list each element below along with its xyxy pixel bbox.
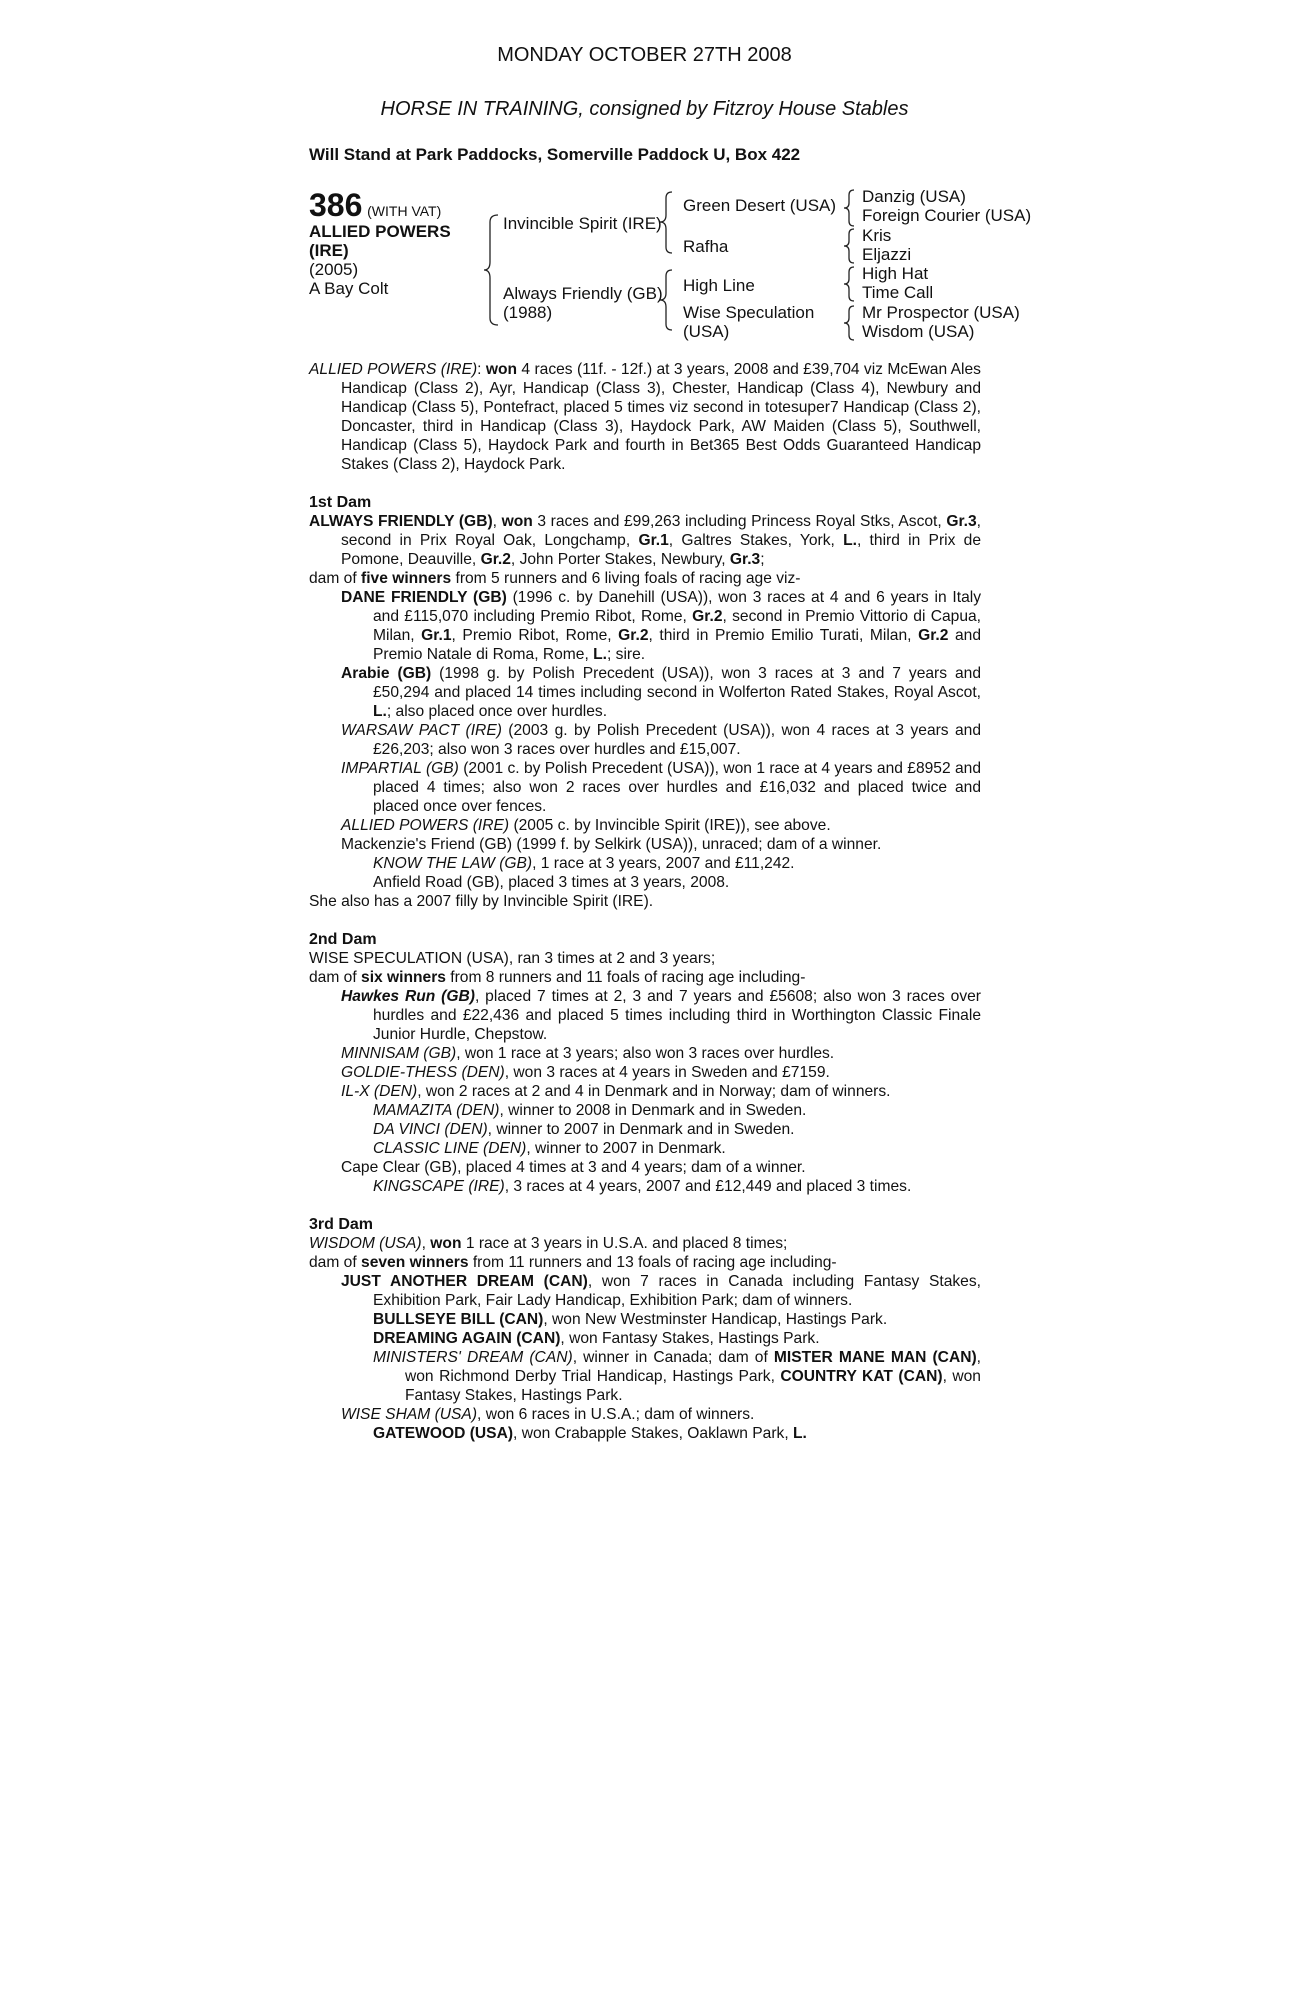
produce-entry — [309, 816, 981, 835]
produce-entry — [309, 987, 981, 1044]
grand-produce-entry: Anfield Road (GB), placed 3 times at 3 years, 2008. — [373, 874, 730, 891]
grand-produce-entry — [309, 1348, 981, 1405]
grand-produce-entry — [309, 1310, 981, 1329]
foaling-year: (2005) — [309, 260, 359, 279]
third-dam-produce-summary — [309, 1253, 981, 1272]
sire-dam: Rafha — [683, 237, 729, 256]
ggp-6: Time Call — [862, 283, 934, 302]
sale-date: MONDAY OCTOBER 27TH 2008 — [497, 44, 792, 66]
horse-record-text: 4 races (11f. - 12f.) at 3 years, 2008 and £39,704 viz McEwan Ales Handicap (Class 2), Ayr, Handicap (Class 3), Chester, Handicap (Class 4), Newbury and Handicap (Class 5), Pontefract, placed 5 times viz second in totesuper7 Handicap (Class 2), Doncaster, third in Handicap (Class 3), Haydock Park, AW Maiden (Class 5), Southwell, Handicap (Class 5), Haydock Park and fourth in Bet365 Best Odds Guaranteed Handicap Stakes (Class 2), Haydock Park. — [341, 361, 981, 473]
winners-count: six winners — [361, 969, 446, 986]
grand-produce-entry — [309, 1139, 981, 1158]
text-run: , Galtres Stakes, York, — [668, 532, 844, 549]
text-run: , winner in Canada; dam of — [572, 1349, 774, 1366]
text-run: , won Richmond Derby Trial Handicap, Hastings Park, — [405, 1349, 982, 1385]
text-run: 3 races and £99,263 including Princess Royal Stks, Ascot, — [532, 513, 947, 530]
ggp-1: Danzig (USA) — [862, 187, 966, 206]
horse-record: ALLIED POWERS (IRE): won 4 races (11f. - 12f.) at 3 years, 2008 and £39,704 viz McEwan Ales Handicap (Class 2), Ayr, Handicap (Class 3), Chester, Handicap (Class 4), Newbury and Handicap (Class 5), Pontefract, placed 5 times viz second in totesuper7 Handicap (Class 2), Doncaster, third in Handicap (Class 3), Haydock Park, AW Maiden (Class 5), Southwell, Handicap (Class 5), Haydock Park and fourth in Bet365 Best Odds Guaranteed Handicap Stakes (Class 2), Haydock Park. — [309, 361, 981, 473]
text-run: , placed 7 times at 2, 3 and 7 years and £5608; also won 3 races over hurdles and £22,436 and placed 5 times including third in Worthington Classic Finale Junior Hurdle, Chepstow. — [373, 988, 981, 1043]
won-label: won — [430, 1235, 462, 1252]
produce-name: Arabie (GB) — [341, 665, 432, 682]
text-run: and Premio Natale di Roma, Rome, — [373, 627, 981, 663]
text-run: from 11 runners and 13 foals of racing age including- — [468, 1254, 837, 1271]
produce-name: WISE SHAM (USA) — [341, 1406, 478, 1423]
ggp-4: Eljazzi — [862, 245, 912, 264]
produce-name: GATEWOOD (USA) — [373, 1425, 514, 1442]
first-dam-record: ALWAYS FRIENDLY (GB), won 3 races and £99,263 including Princess Royal Stks, Ascot, Gr.3, second in Prix Royal Oak, Longchamp, Gr.1, Galtres Stakes, York, L., third in Prix de Pomone, Deauville, Gr.2, John Porter Stakes, Newbury, Gr.3; — [309, 513, 981, 568]
produce-entry — [309, 664, 981, 721]
grand-produce-entry — [309, 1120, 981, 1139]
text-run: , Premio Ribot, Rome, — [451, 627, 619, 644]
third-dam-heading: 3rd Dam — [309, 1216, 374, 1233]
dam-sire: High Line — [683, 276, 755, 295]
text-run: (1996 c. by Danehill (USA)), won 3 races at 4 and 6 years in Italy and £115,070 including Premio Ribot, Rome, — [373, 589, 981, 625]
ggp-7: Mr Prospector (USA) — [862, 303, 1020, 322]
text-run: (2001 c. by Polish Precedent (USA)), won 1 race at 4 years and £8952 and placed 4 times; also won 2 races over hurdles and £16,032 and placed twice and placed once over fences. — [373, 760, 982, 815]
produce-name: KINGSCAPE (IRE) — [373, 1178, 505, 1195]
text-run: dam of — [309, 1254, 362, 1271]
text-run: , won New Westminster Handicap, Hastings Park. — [543, 1311, 888, 1328]
winners-count: seven winners — [361, 1254, 469, 1271]
stand-location: Will Stand at Park Paddocks, Somerville Paddock U, Box 422 — [309, 145, 801, 164]
third-dam-name: WISDOM (USA) — [309, 1235, 422, 1252]
produce-name: IMPARTIAL (GB) — [341, 760, 459, 777]
produce-name: COUNTRY KAT (CAN) — [780, 1368, 943, 1385]
produce-name: KNOW THE LAW (GB) — [373, 855, 533, 872]
produce-entry: Mackenzie's Friend (GB) (1999 f. by Selkirk (USA)), unraced; dam of a winner. — [341, 836, 882, 853]
grade-badge: Gr.2 — [480, 551, 511, 568]
text-run: , won 7 races in Canada including Fantasy Stakes, Exhibition Park, Fair Lady Handicap, Exhibition Park; dam of winners. — [373, 1273, 981, 1309]
winners-count: five winners — [361, 570, 452, 587]
text-run: , second in Premio Vittorio di Capua, Milan, — [373, 608, 981, 644]
text-run: , third in Premio Emilio Turati, Milan, — [648, 627, 919, 644]
text-run: , won 6 races in U.S.A.; dam of winners. — [477, 1406, 755, 1423]
produce-name: DA VINCI (DEN) — [373, 1121, 488, 1138]
text-run: dam of — [309, 969, 362, 986]
text-run: , won 3 races at 4 years in Sweden and £7159. — [504, 1064, 830, 1081]
grand-produce-entry — [309, 854, 981, 873]
horse-name-line1: ALLIED POWERS — [309, 222, 451, 241]
first-dam-footer: She also has a 2007 filly by Invincible Spirit (IRE). — [309, 893, 654, 910]
grade-badge: Gr.3 — [729, 551, 761, 568]
text-run: , winner to 2007 in Denmark and in Sweden. — [487, 1121, 795, 1138]
produce-name: JUST ANOTHER DREAM (CAN) — [341, 1273, 588, 1290]
text-run: ; sire. — [606, 646, 646, 663]
lot-number: 386 — [309, 187, 363, 223]
brace-g3 — [844, 267, 854, 301]
vat-note: (WITH VAT) — [367, 203, 442, 219]
grade-badge: Gr.1 — [638, 532, 669, 549]
produce-name: Hawkes Run (GB) — [341, 988, 475, 1005]
produce-name: CLASSIC LINE (DEN) — [373, 1140, 527, 1157]
produce-entry — [309, 1272, 981, 1310]
won-label: won — [485, 361, 518, 378]
listed-badge: L. — [843, 532, 857, 549]
catalogue-body — [309, 360, 981, 1443]
produce-entry — [309, 721, 981, 759]
produce-name: MISTER MANE MAN (CAN) — [773, 1349, 977, 1366]
dam-year: (1988) — [503, 303, 553, 322]
listed-badge: L. — [373, 703, 387, 720]
produce-entry: Cape Clear (GB), placed 4 times at 3 and 4 years; dam of a winner. — [341, 1159, 806, 1176]
produce-name: ALLIED POWERS (IRE) — [341, 817, 510, 834]
grand-produce-entry — [309, 1101, 981, 1120]
ggp-8: Wisdom (USA) — [862, 322, 975, 341]
grade-badge: Gr.3 — [946, 513, 977, 530]
text-run: , won 2 races at 2 and 4 in Denmark and in Norway; dam of winners. — [417, 1083, 891, 1100]
text-run: 1 race at 3 years in U.S.A. and placed 8 times; — [461, 1235, 788, 1252]
sire-sire: Green Desert (USA) — [683, 196, 837, 215]
text-run: , winner to 2007 in Denmark. — [526, 1140, 726, 1157]
second-dam-heading: 2nd Dam — [309, 931, 377, 948]
text-run: , won Fantasy Stakes, Hastings Park. — [405, 1368, 981, 1404]
produce-name: DREAMING AGAIN (CAN) — [373, 1330, 561, 1347]
ggp-3: Kris — [862, 226, 892, 245]
text-run: from 8 runners and 11 foals of racing age including- — [445, 969, 806, 986]
second-dam-record: WISE SPECULATION (USA), ran 3 times at 2 and 3 years; — [309, 950, 716, 967]
horse-record-name: ALLIED POWERS (IRE) — [309, 361, 478, 378]
text-run: , 3 races at 4 years, 2007 and £12,449 and placed 3 times. — [504, 1178, 912, 1195]
produce-entry — [309, 1082, 981, 1101]
first-dam-heading: 1st Dam — [309, 494, 372, 511]
won-label: won — [501, 513, 533, 530]
produce-entry — [309, 588, 981, 664]
produce-name: IL-X (DEN) — [341, 1083, 418, 1100]
text-run: , won Crabapple Stakes, Oaklawn Park, — [513, 1425, 794, 1442]
pedigree-braces — [0, 0, 1289, 360]
text-run: (2003 g. by Polish Precedent (USA)), won 4 races at 3 years and £26,203; also won 3 races over hurdles and £15,007. — [373, 722, 982, 758]
text-run: , won 1 race at 3 years; also won 3 races over hurdles. — [456, 1045, 835, 1062]
text-run: , 1 race at 3 years, 2007 and £11,242. — [532, 855, 795, 872]
grade-badge: Gr.2 — [918, 627, 949, 644]
grand-produce-entry — [309, 1177, 981, 1196]
produce-name: DANE FRIENDLY (GB) — [341, 589, 507, 606]
grand-produce-entry — [309, 1329, 981, 1348]
grand-produce-entry — [309, 1424, 981, 1443]
text-run: ; also placed once over hurdles. — [386, 703, 608, 720]
text-run: dam of — [309, 570, 362, 587]
grade-badge: Gr.1 — [421, 627, 452, 644]
brace-sire-dam — [484, 215, 498, 325]
text-run: , third in Prix de Pomone, Deauville, — [341, 532, 981, 568]
produce-entry — [309, 1063, 981, 1082]
text-run: (2005 c. by Invincible Spirit (IRE)), see above. — [509, 817, 831, 834]
dam-dam-line1: Wise Speculation — [683, 303, 815, 322]
dam-name: Always Friendly (GB) — [503, 284, 663, 303]
listed-badge: L. — [793, 1425, 807, 1442]
text-run: , — [421, 1235, 431, 1252]
produce-name: MAMAZITA (DEN) — [373, 1102, 500, 1119]
grade-badge: Gr.2 — [618, 627, 649, 644]
ggp-5: High Hat — [862, 264, 929, 283]
ggp-2: Foreign Courier (USA) — [862, 206, 1032, 225]
text-run: , John Porter Stakes, Newbury, — [510, 551, 730, 568]
first-dam-name: ALWAYS FRIENDLY (GB) — [309, 513, 493, 530]
sire-name: Invincible Spirit (IRE) — [503, 214, 662, 233]
produce-name: GOLDIE-THESS (DEN) — [341, 1064, 505, 1081]
produce-name: MINISTERS' DREAM (CAN) — [373, 1349, 573, 1366]
grade-badge: Gr.2 — [692, 608, 723, 625]
text-run: from 5 runners and 6 living foals of racing age viz- — [451, 570, 801, 587]
produce-entry — [309, 1044, 981, 1063]
text-run: (1998 g. by Polish Precedent (USA)), won 3 races at 3 and 7 years and £50,294 and placed 14 times including second in Wolferton Rated Stakes, Royal Ascot, — [373, 665, 981, 701]
horse-name-line2: (IRE) — [309, 241, 349, 260]
first-dam-produce-summary — [309, 569, 981, 588]
text-run: , won Fantasy Stakes, Hastings Park. — [560, 1330, 820, 1347]
text-run: , winner to 2008 in Denmark and in Sweden. — [499, 1102, 807, 1119]
horse-description: A Bay Colt — [309, 279, 389, 298]
produce-entry — [309, 759, 981, 816]
brace-g1 — [844, 190, 854, 226]
text-run: , second in Prix Royal Oak, Longchamp, — [341, 513, 981, 549]
consignment-line: HORSE IN TRAINING, consigned by Fitzroy House Stables — [380, 98, 909, 120]
brace-g4 — [844, 306, 854, 340]
listed-badge: L. — [593, 646, 607, 663]
brace-g2 — [844, 229, 854, 263]
third-dam-record — [309, 1234, 981, 1253]
brace-sire — [660, 192, 672, 253]
produce-name: MINNISAM (GB) — [341, 1045, 457, 1062]
second-dam-produce-summary — [309, 968, 981, 987]
produce-name: WARSAW PACT (IRE) — [341, 722, 502, 739]
produce-name: BULLSEYE BILL (CAN) — [373, 1311, 544, 1328]
text-run: ; — [760, 551, 765, 568]
dam-dam-line2: (USA) — [683, 322, 730, 341]
produce-entry — [309, 1405, 981, 1424]
